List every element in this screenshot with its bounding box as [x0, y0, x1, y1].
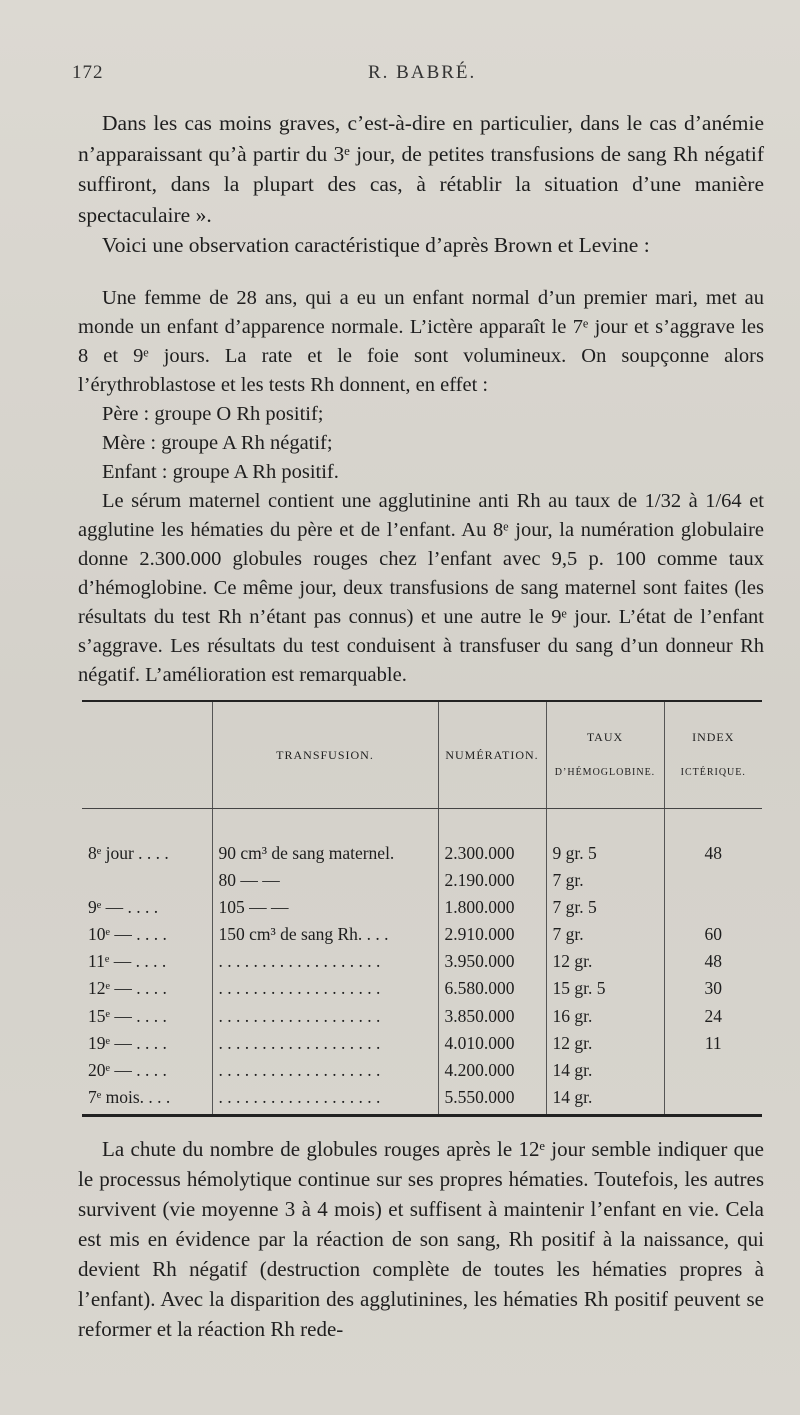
- cell-hemoglobin: 14 gr.: [546, 1060, 664, 1087]
- cell-index: 30: [664, 978, 762, 1005]
- cell-index: 48: [664, 843, 762, 870]
- header-index: [664, 702, 762, 809]
- cell-day: 20ᵉ — . . . .: [88, 1059, 167, 1080]
- cell-day: 19ᵉ — . . . .: [88, 1032, 167, 1053]
- clinical-data-table: [82, 702, 762, 1114]
- paragraph-discussion: La chute du nombre de globules rouges après le 12ᵉ jour semble indiquer que le processus hémolytique continue sur ses propres hématies. Toutefois, les autres survivent (vie moyenne 3 à 4 mois) et suffisent à maintenir l’enfant en vie. Cela est mis en évidence par la réaction de son sang, Rh positif à la naissance, qui devient Rh négatif (destruction complète de toutes les hématies propres à l’enfant). Avec la disparition des agglutinines, les hématies Rh positif peuvent se reformer et la réaction Rh rede-: [78, 1137, 764, 1341]
- cell-transfusion: 80 — —: [212, 870, 438, 897]
- table-row: [82, 951, 762, 978]
- cell-transfusion: 150 cm³ de sang Rh. . . .: [212, 924, 438, 951]
- page-number: 172: [72, 62, 104, 83]
- table-row: [82, 978, 762, 1005]
- cell-index: 24: [664, 1006, 762, 1033]
- cell-index: 11: [664, 1033, 762, 1060]
- table-row: [82, 843, 762, 870]
- cell-numeration: 4.010.000: [438, 1033, 546, 1060]
- cell-day: 10ᵉ — . . . .: [88, 924, 167, 945]
- cell-transfusion: . . . . . . . . . . . . . . . . . . .: [212, 1033, 438, 1060]
- table-row: [82, 924, 762, 951]
- cell-numeration: 1.800.000: [438, 897, 546, 924]
- cell-day: 8ᵉ jour . . . .: [88, 843, 169, 863]
- header-hemoglobin-sub: D’HÉMOGLOBINE.: [554, 767, 656, 778]
- table-row: [82, 1006, 762, 1033]
- cell-day: 15ᵉ — . . . .: [88, 1005, 167, 1026]
- table-row: [82, 1087, 762, 1114]
- cell-transfusion: . . . . . . . . . . . . . . . . . . .: [212, 951, 438, 978]
- cell-numeration: 2.300.000: [438, 843, 546, 870]
- header-index-sub: ICTÉRIQUE.: [680, 767, 746, 778]
- paragraph-observation-intro: Voici une observation caractéristique d’après Brown et Levine :: [102, 233, 650, 257]
- table-header-row: [82, 702, 762, 809]
- cell-index: [664, 1087, 762, 1114]
- paragraph-mild-cases: Dans les cas moins graves, c’est-à-dire en particulier, dans le cas d’anémie n’apparaissant qu’à partir du 3ᵉ jour, de petites transfusions de sang Rh négatif suffiront, dans la plupart des cas, à rétablir la situation d’une manière spectaculaire ».: [78, 111, 764, 227]
- cell-numeration: 3.950.000: [438, 951, 546, 978]
- header-index-label: INDEX: [692, 730, 735, 744]
- cell-transfusion: 105 — —: [212, 897, 438, 924]
- clinical-table: [82, 700, 762, 1117]
- cell-numeration: 4.200.000: [438, 1060, 546, 1087]
- cell-index: [664, 897, 762, 924]
- cell-day: 11ᵉ — . . . .: [88, 951, 167, 972]
- cell-hemoglobin: 12 gr.: [546, 1033, 664, 1060]
- header-hemoglobin: [546, 702, 664, 809]
- cell-numeration: 2.190.000: [438, 870, 546, 897]
- cell-hemoglobin: 7 gr.: [546, 870, 664, 897]
- intro-text: [78, 108, 764, 261]
- cell-day: [82, 870, 212, 897]
- running-author: R. BABRÉ.: [368, 62, 477, 83]
- cell-hemoglobin: 14 gr.: [546, 1087, 664, 1114]
- table-row: [82, 870, 762, 897]
- cell-transfusion: . . . . . . . . . . . . . . . . . . .: [212, 978, 438, 1005]
- case-intro: Une femme de 28 ans, qui a eu un enfant normal d’un premier mari, met au monde un enfant d’apparence normale. L’ictère apparaît le 7ᵉ jour et s’aggrave les 8 et 9ᵉ jours. La rate et le foie sont volumineux. On soupçonne alors l’érythroblastose et les tests Rh donnent, en effet :: [78, 287, 764, 396]
- cell-hemoglobin: 15 gr. 5: [546, 978, 664, 1005]
- cell-numeration: 3.850.000: [438, 1006, 546, 1033]
- cell-hemoglobin: 12 gr.: [546, 951, 664, 978]
- case-report: [78, 284, 764, 690]
- header-numeration: NUMÉRATION.: [438, 702, 546, 809]
- table-row: [82, 897, 762, 924]
- cell-index: [664, 870, 762, 897]
- cell-index: [664, 1060, 762, 1087]
- cell-index: 60: [664, 924, 762, 951]
- case-serum: Le sérum maternel contient une agglutinine anti Rh au taux de 1/32 à 1/64 et agglutine les hématies du père et de l’enfant. Au 8ᵉ jour, la numération globulaire donne 2.300.000 globules rouges chez l’enfant avec 9,5 p. 100 comme taux d’hémoglobine. Ce même jour, deux transfusions de sang maternel sont faites (les résultats du test Rh n’étant pas connus) et une autre le 9ᵉ jour. L’état de l’enfant s’aggrave. Les résultats du test conduisent à transfuser du sang d’un donneur Rh négatif. L’amélioration est remarquable.: [78, 490, 764, 686]
- cell-transfusion: . . . . . . . . . . . . . . . . . . .: [212, 1006, 438, 1033]
- cell-numeration: 5.550.000: [438, 1087, 546, 1114]
- group-child: Enfant : groupe A Rh positif.: [102, 461, 339, 483]
- cell-hemoglobin: 9 gr. 5: [546, 843, 664, 870]
- table-spacer-row: [82, 809, 762, 844]
- cell-transfusion: 90 cm³ de sang maternel.: [212, 843, 438, 870]
- cell-hemoglobin: 16 gr.: [546, 1006, 664, 1033]
- cell-day: 12ᵉ — . . . .: [88, 978, 167, 999]
- table-row: [82, 1033, 762, 1060]
- header-hemoglobin-label: TAUX: [586, 730, 624, 744]
- cell-hemoglobin: 7 gr. 5: [546, 897, 664, 924]
- cell-day: 7ᵉ mois. . . .: [88, 1086, 171, 1107]
- cell-transfusion: . . . . . . . . . . . . . . . . . . .: [212, 1087, 438, 1114]
- header-transfusion: TRANSFUSION.: [212, 702, 438, 809]
- cell-day: 9ᵉ — . . . .: [88, 897, 159, 918]
- cell-transfusion: . . . . . . . . . . . . . . . . . . .: [212, 1060, 438, 1087]
- cell-numeration: 2.910.000: [438, 924, 546, 951]
- header-day: [82, 702, 212, 809]
- table-row: [82, 1060, 762, 1087]
- discussion-text: [78, 1134, 764, 1344]
- group-father: Père : groupe O Rh positif;: [102, 403, 324, 425]
- group-mother: Mère : groupe A Rh négatif;: [102, 432, 333, 454]
- cell-index: 48: [664, 951, 762, 978]
- cell-hemoglobin: 7 gr.: [546, 924, 664, 951]
- cell-numeration: 6.580.000: [438, 978, 546, 1005]
